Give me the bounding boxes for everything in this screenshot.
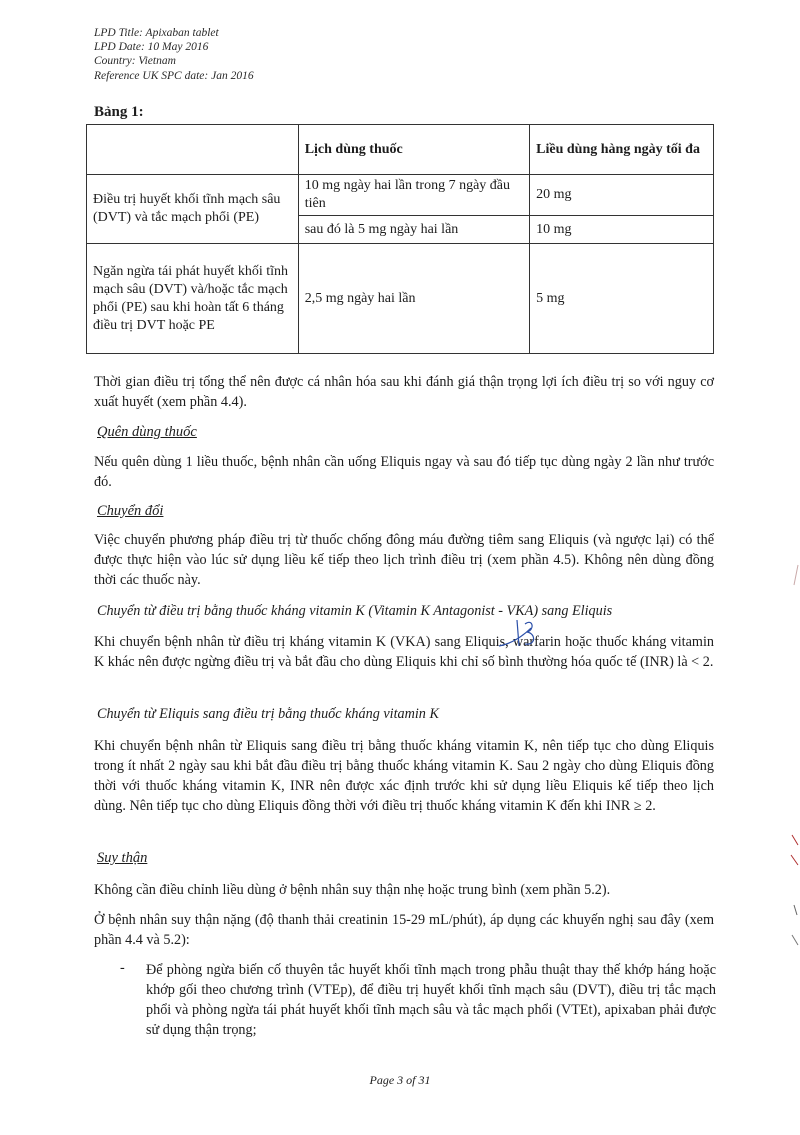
paragraph: Nếu quên dùng 1 liều thuốc, bệnh nhân cần uống Eliquis ngay và sau đó tiếp tục dùng ngày 2 lần như trước đó. [94,454,714,490]
table-cell: 10 mg ngày hai lần trong 7 ngày đầu tiên [298,175,529,216]
paragraph: Ở bệnh nhân suy thận nặng (độ thanh thải creatinin 15-29 mL/phút), áp dụng các khuyến nghị sau đây (xem phần 4.4 và 5.2): [94,912,714,948]
table-cell: Điều trị huyết khối tĩnh mạch sâu (DVT) và tắc mạch phổi (PE) [87,175,299,244]
paragraph: Khi chuyển bệnh nhân từ Eliquis sang điều trị bằng thuốc kháng vitamin K, nên tiếp tục cho dùng Eliquis trong ít nhất 2 ngày sau khi bắt đầu điều trị bằng thuốc kháng vitamin K. Sau 2 ngày cho dùng Eliquis đồng thời với thuốc kháng vitamin K, INR nên được xác định trước khi sử dụng liều Eliquis kế tiếp theo lịch dùng. Nên tiếp tục cho dùng Eliquis đồng thời với điều trị thuốc kháng vitamin K đến khi INR ≥ 2. [94,738,714,814]
bullet-item: Để phòng ngừa biến cố thuyên tắc huyết khối tĩnh mạch trong phẫu thuật thay thế khớp háng hoặc khớp gối theo chương trình (VTEp), để điều trị huyết khối tĩnh mạch sâu (DVT), điều trị tắc mạch phổi và phòng ngừa tái phát huyết khối tĩnh mạch sâu và tắc mạch phổi (VTEt), apixaban phải được sử dụng thận trọng; [146,962,716,1038]
dosage-table [86,124,714,354]
edge-stamp-marks-icon [788,0,800,1135]
document-header [94,26,254,83]
lpd-title: LPD Title: Apixaban tablet [94,27,219,39]
bullet-dash: - [120,960,125,976]
table-header-row [87,125,714,175]
table-caption: Bảng 1: [94,104,144,120]
table-header-cell: Liều dùng hàng ngày tối đa [530,125,714,175]
table-header-cell: Lịch dùng thuốc [298,125,529,175]
table-cell: 2,5 mg ngày hai lần [298,244,529,354]
table-cell: sau đó là 5 mg ngày hai lần [298,216,529,244]
paragraph: Không cần điều chỉnh liều dùng ở bệnh nhân suy thận nhẹ hoặc trung bình (xem phần 5.2). [94,882,611,898]
subheading-eliquis-to-vka: Chuyển từ Eliquis sang điều trị bằng thuốc kháng vitamin K [97,706,439,722]
paragraph: Khi chuyển bệnh nhân từ điều trị kháng vitamin K (VKA) sang Eliquis, warfarin hoặc thuốc kháng vitamin K khác nên được ngừng điều trị và bắt đầu cho dùng Eliquis khi chỉ số bình thường hóa quốc tế (INR) là < 2. [94,634,714,670]
table-row [87,175,714,216]
paragraph: Thời gian điều trị tổng thể nên được cá nhân hóa sau khi đánh giá thận trọng lợi ích điều trị so với nguy cơ xuất huyết (xem phần 4.4). [94,374,714,410]
subheading-vka-to-eliquis: Chuyển từ điều trị bằng thuốc kháng vitamin K (Vitamin K Antagonist - VKA) sang Eliquis [97,603,613,619]
table-header-cell [87,125,299,175]
table-cell: 5 mg [530,244,714,354]
section-heading-missed-dose: Quên dùng thuốc [97,424,197,440]
page-footer: Page 3 of 31 [369,1073,431,1087]
handwritten-initials-icon [497,616,557,656]
country: Country: Vietnam [94,55,176,68]
paragraph: Việc chuyển phương pháp điều trị từ thuốc chống đông máu đường tiêm sang Eliquis (và ngược lại) có thể được thực hiện vào lúc sử dụng liều kế tiếp theo lịch trình điều trị (xem phần 4.5). Không nên dùng đồng thời các thuốc này. [94,532,714,588]
table-row [87,244,714,354]
table-cell: Ngăn ngừa tái phát huyết khối tĩnh mạch sâu (DVT) và/hoặc tắc mạch phổi (PE) sau khi hoàn tất 6 tháng điều trị DVT hoặc PE [87,244,299,354]
reference-date: Reference UK SPC date: Jan 2016 [94,69,254,82]
lpd-date: LPD Date: 10 May 2016 [94,41,209,54]
section-heading-switching: Chuyển đổi [97,503,164,519]
section-heading-renal: Suy thận [97,850,148,866]
table-cell: 20 mg [530,175,714,216]
table-cell: 10 mg [530,216,714,244]
